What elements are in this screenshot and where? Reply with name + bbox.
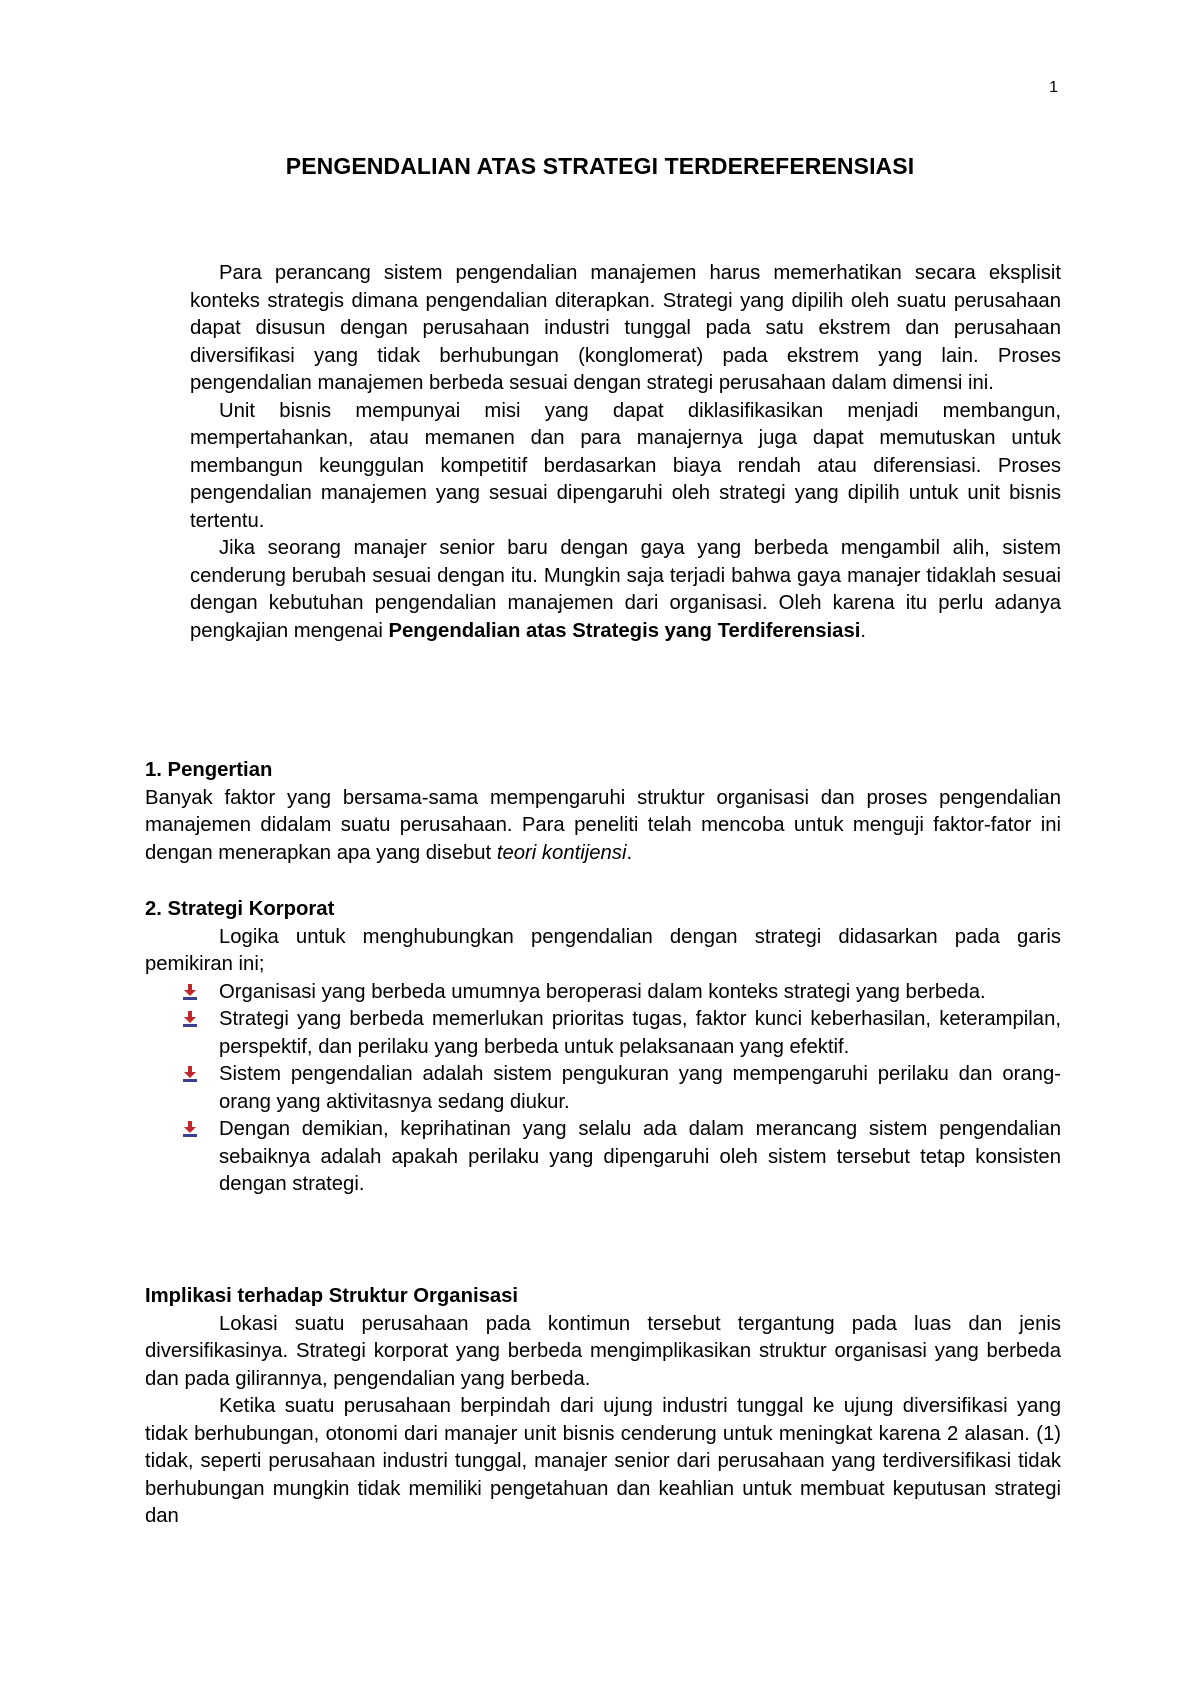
implikasi-paragraph-1: Lokasi suatu perusahaan pada kontimun tersebut tergantung pada luas dan jenis diversifikasinya. Strategi korporat yang berbeda mengimplikasikan struktur organisasi yang berbeda dan pada gilirannya, pengendalian yang berbeda. <box>145 1312 1061 1390</box>
arrow-down-bullet-icon <box>183 1121 197 1137</box>
bullet-text: Sistem pengendalian adalah sistem pengukuran yang mempengaruhi perilaku dan orang-orang yang aktivitasnya sedang diukur. <box>219 1063 1061 1113</box>
intro-paragraph-3-end: . <box>860 619 867 642</box>
list-item <box>145 979 1061 1007</box>
page-number: 1 <box>1049 79 1058 96</box>
section-heading-implikasi: Implikasi terhadap Struktur Organisasi <box>145 1285 519 1307</box>
arrow-down-bullet-icon <box>183 1066 197 1082</box>
section-strategi-korporat <box>145 896 1061 1199</box>
bullet-text: Strategi yang berbeda memerlukan prioritas tugas, faktor kunci keberhasilan, keterampilan, perspektif, dan perilaku yang berbeda untuk pelaksanaan yang efektif. <box>219 1008 1061 1058</box>
intro-paragraph-3-text: Jika seorang manajer senior baru dengan gaya yang berbeda mengambil alih, sistem cenderung berubah sesuai dengan itu. Mungkin saja terjadi bahwa gaya manajer tidaklah sesuai dengan kebutuhan pengendalian manajemen dari organisasi. Oleh karena itu perlu adanya pengkajian mengenai <box>190 537 1061 642</box>
intro-paragraph-2: Unit bisnis mempunyai misi yang dapat diklasifikasikan menjadi membangun, mempertahankan, atau memanen dan para manajernya juga dapat memutuskan untuk membangun keunggulan kompetitif berdasarkan biaya rendah atau diferensiasi. Proses pengendalian manajemen yang sesuai dipengaruhi oleh strategi yang dipilih untuk unit bisnis tertentu. <box>190 399 1061 532</box>
section-heading-strategi-korporat: 2. Strategi Korporat <box>145 898 335 920</box>
list-item <box>145 1061 1061 1116</box>
bullet-text: Organisasi yang berbeda umumnya beroperasi dalam konteks strategi yang berbeda. <box>219 980 986 1003</box>
intro-paragraph-1: Para perancang sistem pengendalian manajemen harus memerhatikan secara eksplisit konteks strategis dimana pengendalian diterapkan. Strategi yang dipilih oleh suatu perusahaan dapat disusun dengan perusahaan industri tunggal pada satu ekstrem dan perusahaan diversifikasi yang tidak berhubungan (konglomerat) pada ekstrem yang lain. Proses pengendalian manajemen berbeda sesuai dengan strategi perusahaan dalam dimensi ini. <box>190 262 1061 394</box>
section-pengertian <box>145 757 1061 867</box>
intro-paragraph-3 <box>190 535 1061 645</box>
pengertian-text-end: . <box>626 841 633 864</box>
intro-section <box>190 260 1061 645</box>
document-title: PENGENDALIAN ATAS STRATEGI TERDEREFERENSIASI <box>285 153 915 179</box>
section-heading-pengertian: 1. Pengertian <box>145 759 273 781</box>
pengertian-text: Banyak faktor yang bersama-sama mempengaruhi struktur organisasi dan proses pengendalian manajemen didalam suatu perusahaan. Para peneliti telah mencoba untuk menguji faktor-fator ini dengan menerapkan apa yang disebut <box>145 786 1061 864</box>
arrow-down-bullet-icon <box>183 1011 197 1027</box>
pengertian-paragraph <box>145 785 1061 868</box>
implikasi-paragraph-2: Ketika suatu perusahaan berpindah dari ujung industri tunggal ke ujung diversifikasi yang tidak berhubungan, otonomi dari manajer unit bisnis cenderung untuk meningkat karena 2 alasan. (1) tidak, seperti perusahaan industri tunggal, manajer senior dari perusahaan yang terdiversifikasi tidak berhubungan mungkin tidak memiliki pengetahuan dan keahlian untuk membuat keputusan strategi dan <box>145 1395 1061 1527</box>
strategi-bullet-list <box>145 979 1061 1199</box>
list-item <box>145 1006 1061 1061</box>
strategi-korporat-lead: Logika untuk menghubungkan pengendalian dengan strategi didasarkan pada garis pemikiran ini; <box>145 925 1061 975</box>
bullet-text: Dengan demikian, keprihatinan yang selalu ada dalam merancang sistem pengendalian sebaiknya adalah apakah perilaku yang dipengaruhi oleh sistem tersebut tetap konsisten dengan strategi. <box>219 1118 1061 1195</box>
pengertian-italic-term: teori kontijensi <box>496 841 627 864</box>
list-item <box>145 1116 1061 1199</box>
section-implikasi-struktur <box>145 1283 1061 1531</box>
intro-paragraph-3-bold-term: Pengendalian atas Strategis yang Terdiferensiasi <box>388 619 861 642</box>
arrow-down-bullet-icon <box>183 984 197 1000</box>
